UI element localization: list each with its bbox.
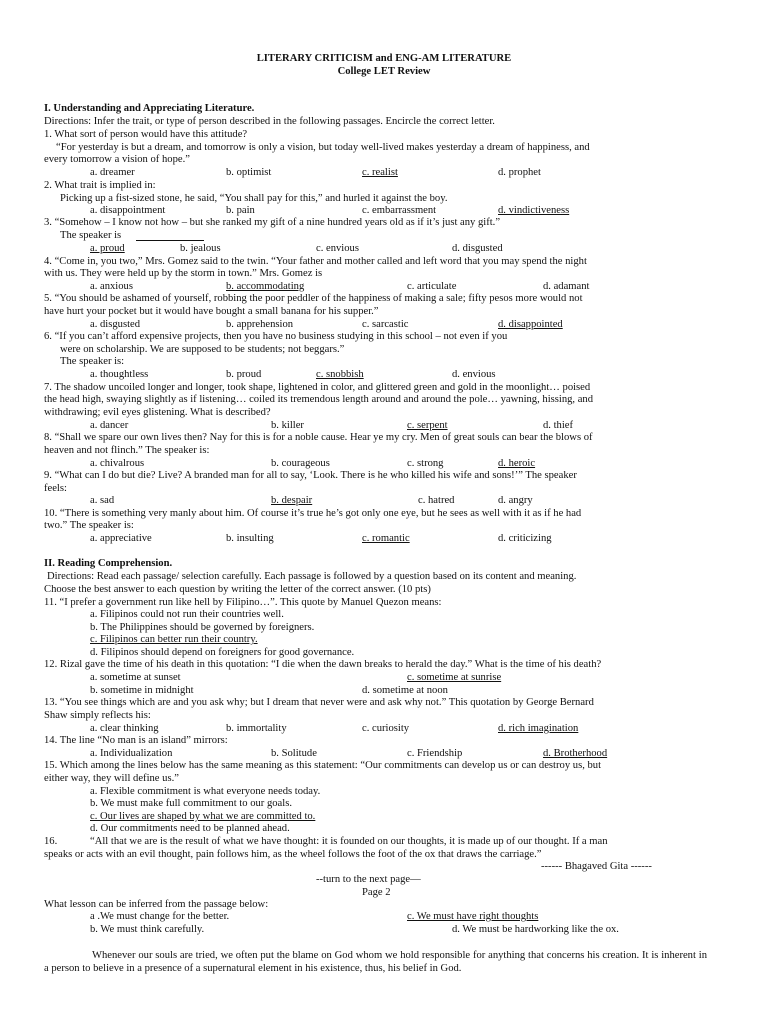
- q11-choice-d: d. Filipinos should depend on foreigners for good governance.: [90, 647, 355, 658]
- section-1-heading: I. Understanding and Appreciating Literature.: [44, 103, 255, 114]
- section-2-heading: II. Reading Comprehension.: [44, 558, 173, 569]
- q1-choice-b: b. optimist: [226, 167, 272, 178]
- q14-choice-d-answer: d. Brotherhood: [543, 748, 608, 759]
- q3-choice-c: c. envious: [316, 243, 359, 254]
- q15-choice-a: a. Flexible commitment is what everyone needs today.: [90, 786, 321, 797]
- q2-choice-d-answer: d. vindictiveness: [498, 205, 570, 216]
- q14-choice-a: a. Individualization: [90, 748, 173, 759]
- q14-stem: 14. The line “No man is an island” mirrors:: [44, 735, 228, 746]
- q12-choice-c-answer: c. sometime at sunrise: [407, 672, 502, 683]
- q7-stem: 7. The shadow uncoiled longer and longer, took shape, lightened in color, and glittered green and gold in the moonlight… poised: [44, 382, 591, 393]
- q11-choice-b: b. The Philippines should be governed by foreigners.: [90, 622, 315, 633]
- q2-choice-c: c. embarrassment: [362, 205, 437, 216]
- q6-speaker-prompt: The speaker is:: [60, 356, 125, 367]
- q9-choice-d: d. angry: [498, 495, 533, 506]
- q13-choice-a: a. clear thinking: [90, 723, 159, 734]
- q5-choice-d-answer: d. disappointed: [498, 319, 563, 330]
- q16-choice-c-answer: c. We must have right thoughts: [407, 911, 539, 922]
- q8-choice-c: c. strong: [407, 458, 444, 469]
- page-turn-note: --turn to the next page—: [316, 874, 421, 885]
- q9-choice-c: c. hatred: [418, 495, 455, 506]
- q16-choice-d: d. We must be hardworking like the ox.: [452, 924, 619, 935]
- q1-choice-a: a. dreamer: [90, 167, 135, 178]
- q1-choice-c-answer: c. realist: [362, 167, 398, 178]
- q13-choice-c: c. curiosity: [362, 723, 410, 734]
- q14-choice-c: c. Friendship: [407, 748, 463, 759]
- q9-choice-b-answer: b. despair: [271, 495, 313, 506]
- q16-quote-line: “All that we are is the result of what we have thought: it is founded on our thoughts, it is made up of our thought. If a man: [90, 836, 608, 847]
- q8-choice-a: a. chivalrous: [90, 458, 145, 469]
- q11-choice-a: a. Filipinos could not run their countries well.: [90, 609, 284, 620]
- q8-stem: heaven and not flinch.” The speaker is:: [44, 445, 210, 456]
- section-1-directions: Directions: Infer the trait, or type of person described in the following passages. Encircle the correct letter.: [44, 116, 495, 127]
- q6-stem: 6. “If you can’t afford expensive projects, then you have no business studying in this school – not even if you: [44, 331, 508, 342]
- q3-choice-a-answer: a. proud: [90, 243, 125, 254]
- document-title: LITERARY CRITICISM and ENG-AM LITERATURE: [256, 53, 512, 64]
- q10-choice-d: d. criticizing: [498, 533, 552, 544]
- q14-choice-b: b. Solitude: [271, 748, 317, 759]
- q9-choice-a: a. sad: [90, 495, 115, 506]
- q9-stem: feels:: [44, 483, 67, 494]
- q1-stem: 1. What sort of person would have this attitude?: [44, 129, 248, 140]
- q3-speaker-prompt: The speaker is: [60, 230, 122, 241]
- q3-choice-d: d. disgusted: [452, 243, 503, 254]
- q5-stem: 5. “You should be ashamed of yourself, robbing the poor peddler of the happiness of making a sale; fifty pesos more would not: [44, 293, 583, 304]
- reading-passage: Whenever our souls are tried, we often put the blame on God whom we hold responsible for anything that concerns his creation. It is inherent in a person to believe in a presence of a supernatural element in his existence, thus, his belief in God.: [44, 950, 707, 974]
- q4-choice-d: d. adamant: [543, 281, 590, 292]
- q2-quote: Picking up a fist-sized stone, he said, “You shall pay for this,” and hurled it against the boy.: [60, 193, 448, 204]
- q2-stem: 2. What trait is implied in:: [44, 180, 156, 191]
- q2-choice-a: a. disappointment: [90, 205, 166, 216]
- q2-choice-b: b. pain: [226, 205, 255, 216]
- q15-choice-c-answer: c. Our lives are shaped by what we are committed to.: [90, 811, 316, 822]
- page-number: Page 2: [362, 887, 391, 898]
- q1-choice-d: d. prophet: [498, 167, 541, 178]
- q8-stem: 8. “Shall we spare our own lives then? Nay for this is for a noble cause. Hear ye my cry. Men of great souls can bear the blows of: [44, 432, 593, 443]
- q16-quote-line: speaks or acts with an evil thought, pain follows him, as the wheel follows the foot of the ox that draws the carriage.”: [44, 849, 542, 860]
- q6-stem: were on scholarship. We are supposed to be students; not beggars.”: [60, 344, 345, 355]
- q10-choice-b: b. insulting: [226, 533, 274, 544]
- q6-choice-a: a. thoughtless: [90, 369, 149, 380]
- q4-choice-b-answer: b. accommodating: [226, 281, 305, 292]
- q6-choice-c-answer: c. snobbish: [316, 369, 364, 380]
- q4-choice-c: c. articulate: [407, 281, 457, 292]
- q1-quote-line: every tomorrow a vision of hope.”: [44, 154, 190, 165]
- q13-choice-b: b. immortality: [226, 723, 287, 734]
- q12-choice-b: b. sometime in midnight: [90, 685, 194, 696]
- q16-choice-a: a .We must change for the better.: [90, 911, 230, 922]
- q16-question: What lesson can be inferred from the passage below:: [44, 899, 269, 910]
- q13-stem: 13. “You see things which are and you ask why; but I dream that never were and ask why not.” This quotation by George Bernard: [44, 697, 594, 708]
- q7-stem: withdrawing; evil eyes glistening. What is described?: [44, 407, 271, 418]
- q10-choice-c-answer: c. romantic: [362, 533, 410, 544]
- q4-choice-a: a. anxious: [90, 281, 133, 292]
- q12-choice-d: d. sometime at noon: [362, 685, 448, 696]
- document-subtitle: College LET Review: [337, 66, 431, 77]
- q7-choice-d: d. thief: [543, 420, 574, 431]
- q13-choice-d-answer: d. rich imagination: [498, 723, 579, 734]
- q16-choice-b: b. We must think carefully.: [90, 924, 205, 935]
- q16-number: 16.: [44, 836, 58, 847]
- q11-choice-c-answer: c. Filipinos can better run their country.: [90, 634, 258, 645]
- q5-choice-c: c. sarcastic: [362, 319, 409, 330]
- q4-stem: with us. They were held up by the storm in town.” Mrs. Gomez is: [44, 268, 323, 279]
- q12-stem: 12. Rizal gave the time of his death in this quotation: “I die when the dawn breaks to herald the day.” What is the time of his death?: [44, 659, 602, 670]
- q7-choice-b: b. killer: [271, 420, 304, 431]
- q7-choice-a: a. dancer: [90, 420, 129, 431]
- q15-stem: 15. Which among the lines below has the same meaning as this statement: “Our commitments can develop us or can destroy us, but: [44, 760, 602, 771]
- q5-choice-a: a. disgusted: [90, 319, 141, 330]
- q9-stem: 9. “What can I do but die? Live? A branded man for all to say, ‘Look. There is he who killed his wife and sons!’” The speaker: [44, 470, 577, 481]
- q15-choice-b: b. We must make full commitment to our goals.: [90, 798, 292, 809]
- q15-choice-d: d. Our commitments need to be planned ahead.: [90, 823, 290, 834]
- q10-stem: two.” The speaker is:: [44, 520, 134, 531]
- q13-stem: Shaw simply reflects his:: [44, 710, 151, 721]
- q16-attribution: ------ Bhagaved Gita ------: [541, 861, 652, 872]
- q1-quote-line: “For yesterday is but a dream, and tomorrow is only a vision, but today well-lived makes yesterday a dream of happiness, and: [56, 142, 590, 153]
- q12-choice-a: a. sometime at sunset: [90, 672, 181, 683]
- q8-choice-b: b. courageous: [271, 458, 330, 469]
- q7-stem: the head high, swaying slightly as if listening… coiled its tremendous length around and around the pole… yawning, hissing, and: [44, 394, 594, 405]
- section-2-directions: Choose the best answer to each question by writing the letter of the correct answer. (10 pts): [44, 584, 431, 595]
- q4-stem: 4. “Come in, you two,” Mrs. Gomez said to the twin. “Your father and mother called and left word that you may spend the night: [44, 256, 587, 267]
- q5-stem: have hurt your pocket but it would have bought a small banana for his supper.”: [44, 306, 379, 317]
- q15-stem: either way, they will define us.”: [44, 773, 179, 784]
- q3-choice-b: b. jealous: [180, 243, 221, 254]
- q6-choice-d: d. envious: [452, 369, 496, 380]
- q10-stem: 10. “There is something very manly about him. Of course it’s true he’s got only one eye, but he sees as well with it as if he had: [44, 508, 582, 519]
- q3-stem: 3. “Somehow – I know not how – but she ranked my gift of a nine hundred years old as if it’s just any gift.”: [44, 217, 501, 228]
- q6-choice-b: b. proud: [226, 369, 262, 380]
- section-2-directions: Directions: Read each passage/ selection carefully. Each passage is followed by a question based on its content and meaning.: [47, 571, 577, 582]
- q11-stem: 11. “I prefer a government run like hell by Filipino…”. This quote by Manuel Quezon means:: [44, 597, 442, 608]
- q7-choice-c-answer: c. serpent: [407, 420, 448, 431]
- q10-choice-a: a. appreciative: [90, 533, 152, 544]
- q3-answer-blank: [136, 240, 204, 241]
- q8-choice-d-answer: d. heroic: [498, 458, 536, 469]
- q5-choice-b: b. apprehension: [226, 319, 294, 330]
